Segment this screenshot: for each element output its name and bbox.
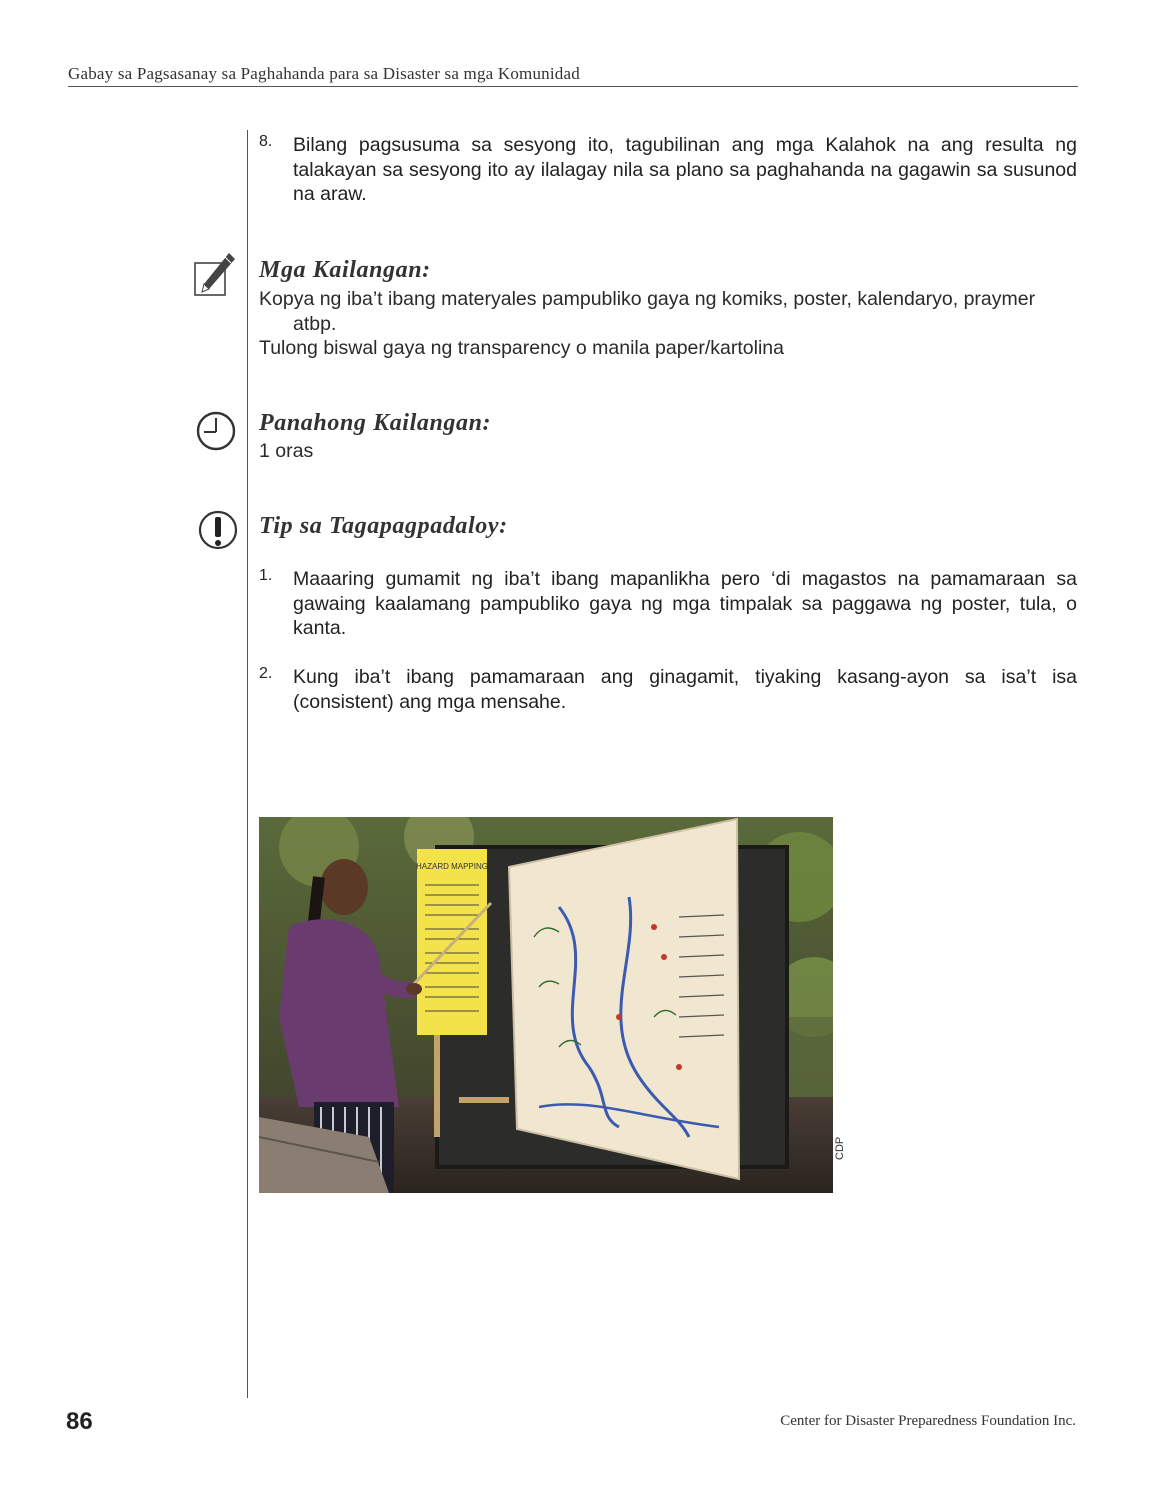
tips-heading: Tip sa Tagapagpadaloy: bbox=[259, 513, 508, 539]
tip-item bbox=[259, 665, 1077, 714]
header-divider bbox=[68, 86, 1078, 87]
photo-illustration bbox=[259, 817, 833, 1193]
poster-title: HAZARD MAPPING bbox=[415, 862, 489, 871]
hazard-mapping-photo bbox=[259, 817, 833, 1193]
materials-heading: Mga Kailangan: bbox=[259, 257, 431, 283]
page-number: 86 bbox=[66, 1408, 93, 1435]
materials-line-1: Kopya ng iba’t ibang materyales pampubliko gaya ng komiks, poster, kalendaryo, praymer bbox=[259, 288, 1036, 310]
clock-icon bbox=[195, 410, 237, 452]
tip-2-text: Kung iba’t ibang pamamaraan ang ginagamit, tiyaking kasang-ayon sa isa’t isa (consistent) ang mga mensahe. bbox=[293, 666, 1077, 713]
tip-2-number: 2. bbox=[259, 665, 273, 682]
step-8 bbox=[259, 133, 1077, 207]
step-8-text: Bilang pagsusuma sa sesyong ito, tagubilinan ang mga Kalahok na ang resulta ng talakayan sa sesyong ito ay ilalagay nila sa plano sa paghahanda na gagawin sa susunod na araw. bbox=[293, 134, 1077, 205]
tip-1-text: Maaaring gumamit ng iba’t ibang mapanlikha pero ‘di magastos na pamamaraan sa gawaing kaalamang pampubliko gaya ng mga timpalak sa paggawa ng poster, tula, o kanta. bbox=[293, 568, 1077, 639]
materials-line-1-cont: atbp. bbox=[293, 313, 337, 335]
time-value: 1 oras bbox=[259, 440, 314, 462]
step-8-number: 8. bbox=[259, 133, 273, 150]
margin-divider bbox=[247, 130, 248, 1398]
pencil-icon bbox=[193, 251, 237, 297]
photo-credit: CDP bbox=[834, 1136, 846, 1160]
footer-organization: Center for Disaster Preparedness Foundation Inc. bbox=[780, 1413, 1076, 1429]
running-header: Gabay sa Pagsasanay sa Paghahanda para sa Disaster sa mga Komunidad bbox=[68, 64, 580, 83]
tip-1-number: 1. bbox=[259, 567, 273, 584]
time-heading: Panahong Kailangan: bbox=[259, 410, 492, 436]
materials-line-2: Tulong biswal gaya ng transparency o manila paper/kartolina bbox=[259, 337, 784, 359]
exclamation-icon bbox=[197, 508, 239, 552]
tip-item bbox=[259, 567, 1077, 641]
